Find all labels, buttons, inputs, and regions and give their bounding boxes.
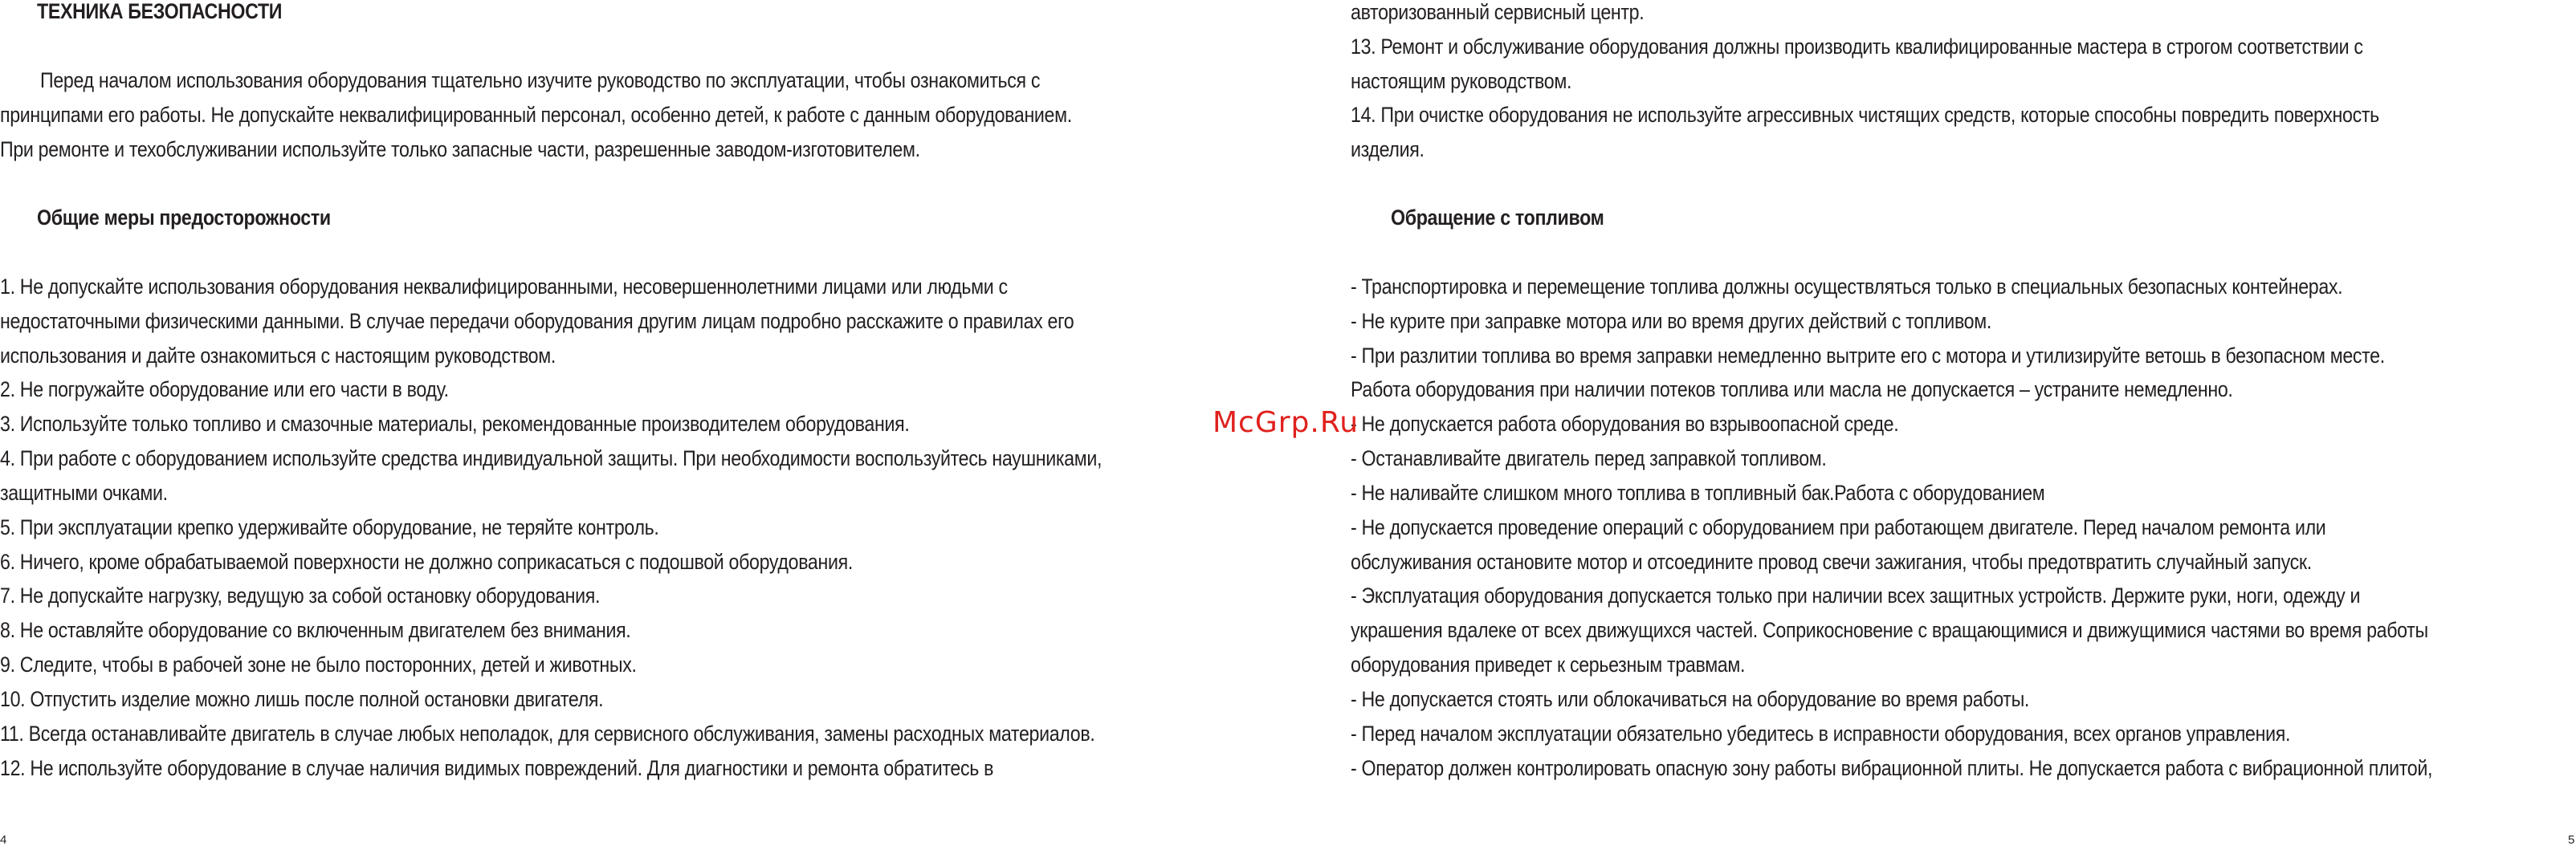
list-line: изделия. — [1351, 137, 1425, 161]
list-line: - При разлитии топлива во время заправки немедленно вытрите его с мотора и утилизируйте ветошь в безопасном месте. — [1351, 344, 2385, 368]
list-line: - Эксплуатация оборудования допускается только при наличии всех защитных устройств. Держите руки, ноги, одежду и — [1351, 584, 2361, 608]
list-line: - Не наливайте слишком много топлива в топливный бак.Работа с оборудованием — [1351, 481, 2045, 505]
intro-line: При ремонте и техобслуживании используйте только запасные части, разрешенные заводом-изготовителем. — [0, 137, 920, 161]
list-line: украшения вдалеке от всех движущихся частей. Соприкосновение с вращающимися и движущимися частями во время работы — [1351, 618, 2428, 642]
list-line: 8. Не оставляйте оборудование со включенным двигателем без внимания. — [0, 618, 631, 642]
page-number-right: 5 — [2568, 833, 2575, 847]
list-line: авторизованный сервисный центр. — [1351, 0, 1645, 24]
list-line: 5. При эксплуатации крепко удерживайте оборудование, не теряйте контроль. — [0, 515, 659, 539]
list-line: 6. Ничего, кроме обрабатываемой поверхности не должно соприкасаться с подошвой оборудования. — [0, 550, 853, 574]
list-line: - Останавливайте двигатель перед заправкой топливом. — [1351, 446, 1827, 470]
list-line: - Не допускается работа оборудования во взрывоопасной среде. — [1351, 412, 1899, 436]
list-line: использования и дайте ознакомиться с настоящим руководством. — [0, 344, 556, 368]
list-line: - Транспортировка и перемещение топлива должны осуществляться только в специальных безопасных контейнерах. — [1351, 275, 2343, 299]
list-line: 2. Не погружайте оборудование или его части в воду. — [0, 377, 449, 401]
list-line: обслуживания остановите мотор и отсоедините провод свечи зажигания, чтобы предотвратить случайный запуск. — [1351, 550, 2312, 574]
watermark: McGrp.Ru — [1213, 406, 1359, 439]
list-line: 13. Ремонт и обслуживание оборудования должны производить квалифицированные мастера в строгом соответствии с — [1351, 35, 2363, 59]
list-line: 1. Не допускайте использования оборудования неквалифицированными, несовершеннолетними лицами или людьми с — [0, 275, 1008, 299]
list-line: - Не допускается стоять или облокачиваться на оборудование во время работы. — [1351, 687, 2030, 711]
list-line: недостаточными физическими данными. В случае передачи оборудования другим лицам подробно расскажите о правилах его — [0, 309, 1074, 333]
list-line: - Оператор должен контролировать опасную зону работы вибрационной плиты. Не допускается работа с вибрационной плитой, — [1351, 756, 2433, 780]
page-title: ТЕХНИКА БЕЗОПАСНОСТИ — [37, 0, 283, 23]
page-number-left: 4 — [0, 833, 7, 847]
list-line: 11. Всегда останавливайте двигатель в случае любых неполадок, для сервисного обслуживания, замены расходных материалов. — [0, 722, 1095, 746]
list-line: оборудования приведет к серьезным травмам. — [1351, 653, 1746, 677]
intro-line: Перед началом использования оборудования тщательно изучите руководство по эксплуатации, чтобы ознакомиться с — [40, 68, 1041, 92]
list-line: 12. Не используйте оборудование в случае наличия видимых повреждений. Для диагностики и ремонта обратитесь в — [0, 756, 994, 780]
list-line: - Не курите при заправке мотора или во время других действий с топливом. — [1351, 309, 1991, 333]
section-title-general: Общие меры предосторожности — [37, 205, 331, 230]
list-line: настоящим руководством. — [1351, 69, 1572, 93]
list-line: защитными очками. — [0, 481, 168, 505]
list-line: 14. При очистке оборудования не используйте агрессивных чистящих средств, которые способны повредить поверхность — [1351, 103, 2379, 127]
list-line: 3. Используйте только топливо и смазочные материалы, рекомендованные производителем оборудования. — [0, 412, 910, 436]
list-line: Работа оборудования при наличии потеков топлива или масла не допускается – устраните немедленно. — [1351, 377, 2233, 401]
intro-line: принципами его работы. Не допускайте неквалифицированный персонал, особенно детей, к работе с данным оборудованием. — [0, 103, 1072, 127]
list-line: 4. При работе с оборудованием используйте средства индивидуальной защиты. При необходимости воспользуйтесь наушниками, — [0, 446, 1103, 470]
list-line: 10. Отпустить изделие можно лишь после полной остановки двигателя. — [0, 687, 604, 711]
list-line: 9. Следите, чтобы в рабочей зоне не было посторонних, детей и животных. — [0, 653, 637, 677]
list-line: - Перед началом эксплуатации обязательно убедитесь в исправности оборудования, всех органов управления. — [1351, 722, 2291, 746]
list-line: 7. Не допускайте нагрузку, ведущую за собой остановку оборудования. — [0, 584, 601, 608]
list-line: - Не допускается проведение операций с оборудованием при работающем двигателе. Перед началом ремонта или — [1351, 515, 2326, 539]
section-title-fuel: Обращение с топливом — [1391, 205, 1604, 230]
